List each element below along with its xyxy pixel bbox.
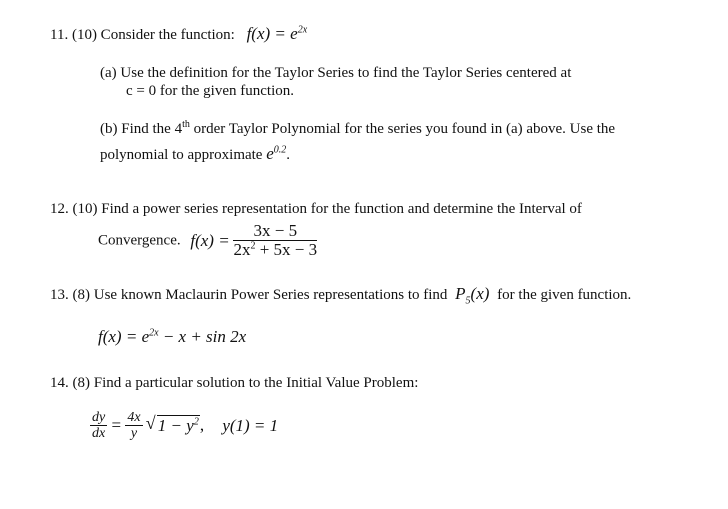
- q13-polynomial: $P_5(x)$: [455, 284, 490, 307]
- q14-coefficient: $\frac{4x}{y}$: [127, 410, 141, 441]
- q11-exponent: 2x: [297, 24, 308, 36]
- q11-heading: [50, 25, 307, 44]
- q11-label: 11. (10) Consider the function:: [50, 27, 235, 43]
- q11-part-b-approx: $e^{0.2}$: [266, 144, 287, 163]
- q14-equation: $\frac{dy}{dx}$ = $\frac{4x}{y}$ √ $1 - y^2$, y(1) = 1: [90, 410, 278, 441]
- q14-initial-condition: y(1) = 1: [222, 415, 279, 435]
- q11-part-b-line1: (b) Find the 4th order Taylor Polynomial for the series you found in (a) above. Use the: [100, 119, 616, 137]
- q12-label: Convergence.: [98, 232, 181, 249]
- q14-radical: √ $1 - y^2$: [147, 417, 200, 435]
- q12-denominator: $2x^2 + 5x - 3$: [233, 240, 318, 259]
- q11-part-a-line2: c = 0 for the given function.: [126, 83, 294, 99]
- q11-part-a-line1: (a) Use the definition for the Taylor Series to find the Taylor Series centered at: [100, 65, 572, 81]
- q12-line1: 12. (10) Find a power series representation for the function and determine the Interval of: [50, 201, 582, 217]
- q13-line1: 13. (8) Use known Maclaurin Power Series representations to find $P_5(x)$ for the given function.: [50, 284, 632, 307]
- q11-function: $f(x) = e^{2x}$: [246, 24, 308, 43]
- q14-label: 14. (8) Find a particular solution to the Initial Value Problem:: [50, 375, 419, 391]
- q11-part-b-ordinal: th: [182, 119, 190, 130]
- q11-part-b-line2: polynomial to approximate $e^{0.2}$.: [100, 144, 291, 163]
- q13-function: $f(x) = e^{2x} - x + \sin 2x$: [98, 327, 247, 346]
- q12-fraction: [233, 222, 317, 259]
- q12-lhs: f(x) =: [190, 230, 230, 250]
- q12-function-line: [98, 222, 317, 259]
- q14-derivative: $\frac{dy}{dx}$: [92, 410, 106, 441]
- q12-numerator: 3x − 5: [233, 222, 317, 241]
